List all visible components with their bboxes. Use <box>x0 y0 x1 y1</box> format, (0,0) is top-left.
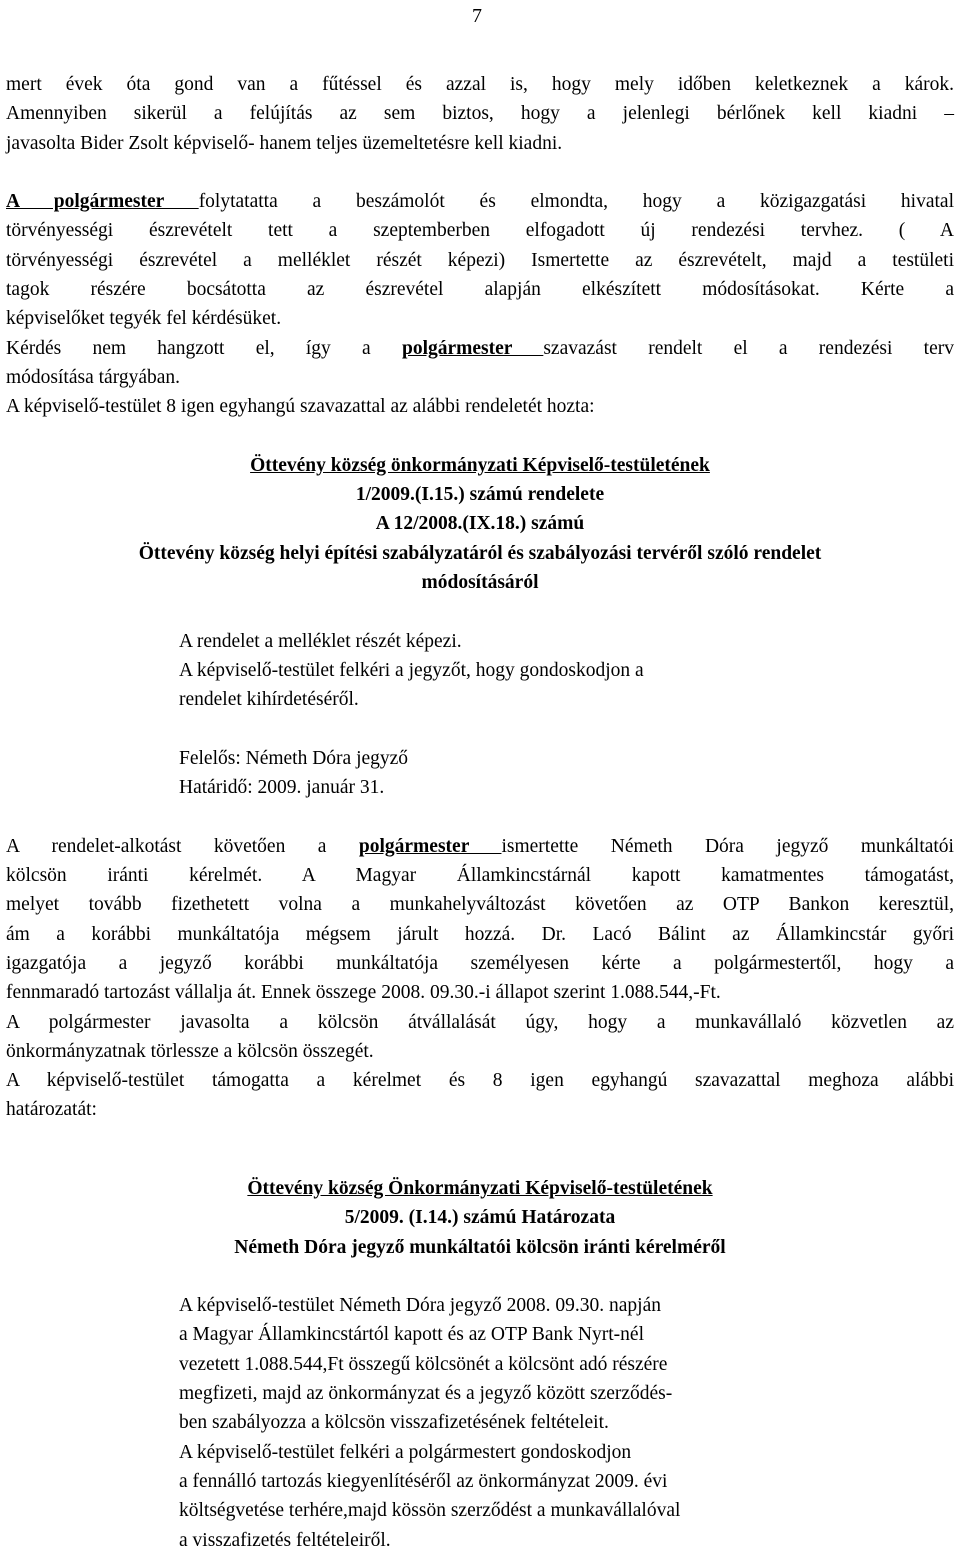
paragraph-vote-call <box>6 334 954 393</box>
decree-body-text <box>6 627 954 803</box>
paragraph-vote-result: A képviselő-testület 8 igen egyhangú szavazattal az alábbi rendeletét hozta: <box>6 396 595 418</box>
spacer <box>6 597 954 626</box>
text-line: rendelet kihírdetéséről. <box>179 689 359 711</box>
decree-number: 1/2009.(I.15.) számú rendelete <box>355 484 605 506</box>
text-line: megfizeti, majd az önkormányzat és a jegyző között szerződés- <box>179 1383 673 1405</box>
text-line: A rendelet a melléklet részét képezi. <box>179 630 462 652</box>
text-line: A képviselő-testület Németh Dóra jegyző 2008. 09.30. napján <box>179 1295 661 1317</box>
text-span: Kérdés nem hangzott el, így a <box>6 337 402 359</box>
responsible: Felelős: Németh Dóra jegyző <box>179 747 409 769</box>
document-page <box>6 70 954 1555</box>
decree-title: módosításáról <box>421 572 539 594</box>
text-line: a Magyar Államkincstártól kapott és az OTP Bank Nyrt-nél <box>179 1324 644 1346</box>
paragraph-heating <box>6 70 954 158</box>
text-line: Amennyiben sikerül a felújítás az sem biztos, hogy a jelenlegi bérlőnek kell kiadni – <box>6 103 954 125</box>
text-span: folytatatta a beszámolót és elmondta, hogy a közigazgatási hivatal <box>198 191 954 213</box>
deadline: Határidő: 2009. január 31. <box>179 777 385 799</box>
decree-body: Öttevény község önkormányzati Képviselő-testületének <box>250 454 710 476</box>
text-line <box>6 334 954 363</box>
text-line: ben szabályozza a kölcsön visszafizetésének feltételeit. <box>179 1412 609 1434</box>
text-line: a visszafizetés feltételeiről. <box>179 1529 391 1551</box>
resolution-title: Németh Dóra jegyző munkáltatói kölcsön iránti kérelméről <box>234 1236 726 1258</box>
text-line: melyet tovább fizethetett volna a munkahelyváltozást követően az OTP Bankon keresztül, <box>6 894 954 916</box>
spacer <box>6 1125 954 1154</box>
text-span: A rendelet-alkotást követően a <box>6 835 359 857</box>
paragraph-mayor-proposal <box>6 1008 954 1067</box>
spacer <box>6 1262 954 1291</box>
decree-heading <box>6 451 954 597</box>
text-line: A képviselő-testület felkéri a jegyzőt, hogy gondoskodjon a <box>179 659 644 681</box>
text-line: költségvetése terhére,majd kössön szerződést a munkavállalóval <box>179 1500 681 1522</box>
speaker-mayor: polgármester <box>401 337 544 359</box>
paragraph-mayor-report <box>6 187 954 333</box>
text-line: vezetett 1.088.544,Ft összegű kölcsönét a kölcsönt adó részére <box>179 1353 668 1375</box>
page-number: 7 <box>472 5 482 27</box>
text-span: ismertette Németh Dóra jegyző munkáltatói <box>501 835 954 857</box>
spacer <box>179 715 954 744</box>
text-span: szavazást rendelt el a rendezési terv <box>543 337 954 359</box>
text-line: képviselőket tegyék fel kérdésüket. <box>6 308 282 330</box>
text-line: törvényességi észrevétel a melléklet részét képezi) Ismertette az észrevételt, majd a testületi <box>6 249 954 271</box>
text-line <box>6 187 954 216</box>
text-line: a fennálló tartozás kiegyenlítéséről az önkormányzat 2009. évi <box>179 1470 668 1492</box>
resolution-heading <box>6 1174 954 1262</box>
text-line: A képviselő-testület felkéri a polgármestert gondoskodjon <box>179 1441 632 1463</box>
text-line: törvényességi észrevételt tett a szeptemberben elfogadott új rendezési tervhez. ( A <box>6 220 954 242</box>
text-line: kölcsön iránti kérelmét. A Magyar Államkincstárnál kapott kamatmentes támogatást, <box>6 865 954 887</box>
text-line: határozatát: <box>6 1099 97 1121</box>
resolution-body: Öttevény község Önkormányzati Képviselő-testületének <box>247 1177 713 1199</box>
paragraph-loan-request <box>6 832 954 1008</box>
spacer <box>6 158 954 187</box>
text-line: javasolta Bider Zsolt képviselő- hanem teljes üzemeltetésre kell kiadni. <box>6 132 563 154</box>
decree-title: Öttevény község helyi építési szabályzatáról és szabályozási tervéről szóló rendelet <box>138 542 822 564</box>
text-line: módosítása tárgyában. <box>6 366 181 388</box>
resolution-body-text <box>6 1291 954 1555</box>
text-line: fennmaradó tartozást vállalja át. Ennek összege 2008. 09.30.-i állapot szerint 1.088.544,-Ft. <box>6 982 721 1004</box>
spacer <box>6 1154 954 1174</box>
paragraph-council-vote <box>6 1066 954 1125</box>
text-line: ám a korábbi munkáltatója mégsem járult hozzá. Dr. Lacó Bálint az Államkincstár győri <box>6 923 954 945</box>
text-line: tagok részére bocsátotta az észrevétel alapján elkészített módosításokat. Kérte a <box>6 279 954 301</box>
resolution-number: 5/2009. (I.14.) számú Határozata <box>344 1207 616 1229</box>
text-line <box>6 832 954 861</box>
text-line: igazgatója a jegyző korábbi munkáltatója személyesen kérte a polgármestertől, hogy a <box>6 952 954 974</box>
text-line: A polgármester javasolta a kölcsön átvállalását úgy, hogy a munkavállaló közvetlen az <box>6 1011 954 1033</box>
speaker-mayor: A polgármester <box>6 191 199 213</box>
spacer <box>6 422 954 451</box>
speaker-mayor: polgármester <box>358 835 502 857</box>
text-line: A képviselő-testület támogatta a kérelmet és 8 igen egyhangú szavazattal meghoza alábbi <box>6 1070 954 1092</box>
decree-amends: A 12/2008.(IX.18.) számú <box>375 513 585 535</box>
spacer <box>6 802 954 831</box>
text-line: mert évek óta gond van a fűtéssel és azzal is, hogy mely időben keletkeznek a károk. <box>6 74 954 95</box>
text-line: önkormányzatnak törlessze a kölcsön összegét. <box>6 1040 374 1062</box>
